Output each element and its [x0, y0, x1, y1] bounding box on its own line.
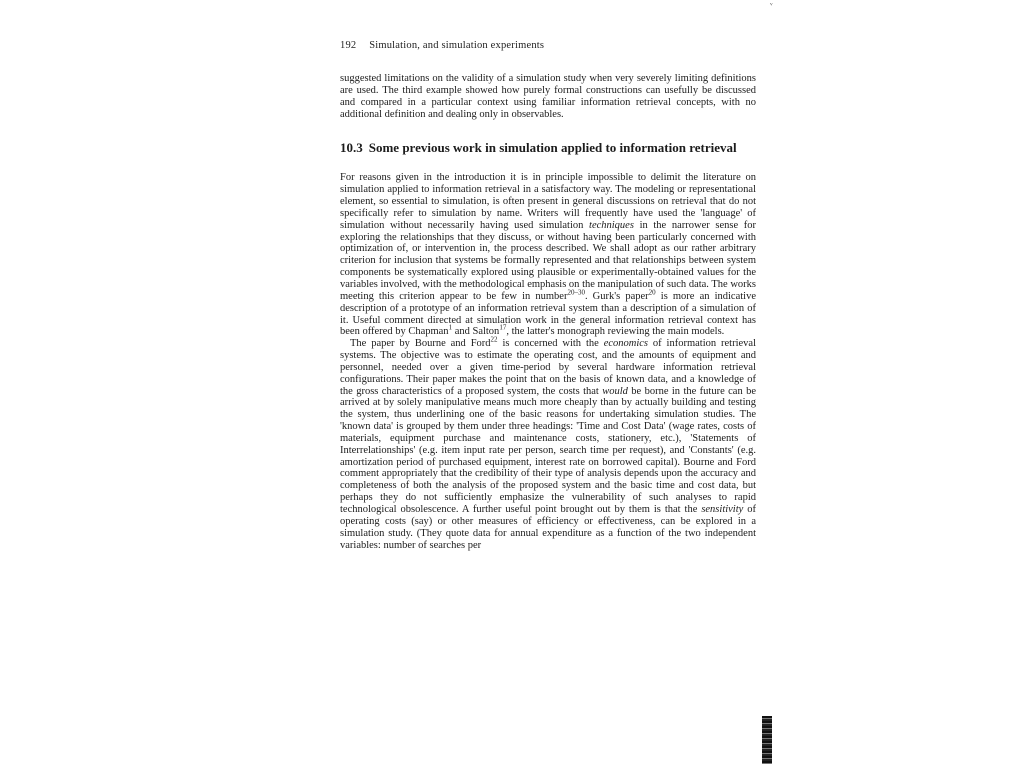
- running-header: [340, 40, 544, 51]
- body-paragraph-2: [340, 335, 757, 551]
- paragraph-text: of information retrieval systems. The objective was to estimate the operating cost, and the amounts of equipment and personnel, needed over a given time-period by several hardware information retrieval configurations. Their paper makes the point that on the basis of known data, and a knowledge of the gross characteristics of a proposed system, the costs that: [340, 338, 757, 397]
- paragraph-text: is more an indicative description of a prototype of an information retrieval system than a description of a simulation of it. Useful comment directed at simulation work in the general information retrieval context has been offered by Chapman: [340, 290, 756, 338]
- emphasis-text: would: [602, 385, 628, 397]
- intro-paragraph: suggested limitations on the validity of a simulation study when very severely limiting definitions are used. The third example showed how purely formal constructions can usefully be discussed and compared in a particular context using familiar information retrieval concepts, with no additional definition and dealing only in observables.: [340, 73, 756, 120]
- paragraph-text: The paper by Bourne and Ford: [350, 338, 491, 350]
- page-number: 192: [340, 40, 357, 51]
- section-title-text: Some previous work in simulation applied to information retrieval: [368, 140, 737, 156]
- running-title: Simulation, and simulation experiments: [369, 40, 545, 51]
- emphasis-text: sensitivity: [701, 504, 744, 515]
- citation-reference: 22: [490, 335, 498, 344]
- paragraph-text: and Salton: [452, 326, 500, 338]
- emphasis-text: techniques: [589, 219, 634, 231]
- paragraph-text: in the narrower sense for exploring the relationships that they discuss, or without having been particularly concerned with optimization of, or intervention in, the process described. We shall adopt as our rather arbitrary criterion for inclusion that systems be formally represented and that relationships between system components be systematically explored using plausible or experimentally-obtained values for the variables involved, with the methodological emphasis on the manipulation of such data. The works meeting this criterion appear to be few in number: [340, 219, 756, 302]
- citation-reference: 17: [499, 323, 507, 332]
- section-number: 10.3: [340, 140, 363, 156]
- paragraph-text: . Gurk's paper: [584, 290, 649, 302]
- section-heading: [340, 141, 756, 154]
- body-paragraph-1: [340, 172, 756, 338]
- citation-reference: 20–30: [567, 288, 585, 297]
- paragraph-text: is concerned with the: [497, 338, 604, 350]
- citation-reference: 1: [448, 323, 453, 332]
- paragraph-text: be borne in the future can be arrived at by solely manipulative means much more cheaply than by actually building and testing the system, thus underlining one of the basic reasons for undertaking simulation studies. The 'known data' is grouped by them under three headings: 'Time and Cost Data' (wage rates, costs of materials, equipment purchase and maintenance costs, stationery, etc.), 'Statements of Interrelationships' (e.g. item input rate per person, search time per request), and 'Constants' (e.g. amortization period of purchased equipment, interest rate on borrowed capital). Bourne and Ford comment appropriately that the credibility of their type of analysis depends upon the accuracy and completeness of both the analysis of the proposed system and the basic time and cost data, but perhaps they do not sufficiently emphasize the vulnerability of such analyses to rapid technological obsolescence. A further useful point brought out by them is that the: [340, 385, 756, 515]
- scan-edge-artifact: [762, 716, 772, 764]
- page-body: [340, 73, 756, 551]
- paragraph-text: For reasons given in the introduction it is in principle impossible to delimit the literature on simulation applied to information retrieval in a satisfactory way. The modeling or representational element, so essential to simulation, is often present in general discussions on retrieval that do not specifically refer to simulation by name. Writers will frequently have used the 'language' of simulation without necessarily having used simulation: [340, 172, 756, 231]
- corner-scan-mark: ᵛ: [770, 0, 773, 10]
- emphasis-text: economics: [603, 338, 649, 350]
- paragraph-text: , the latter's monograph reviewing the main models.: [506, 326, 725, 338]
- citation-reference: 20: [648, 288, 656, 297]
- paragraph-text: of operating costs (say) or other measures of efficiency or effectiveness, can be explored in a simulation study. (They quote data for annual expenditure as a function of the two independent variables: number of searches per: [340, 504, 757, 551]
